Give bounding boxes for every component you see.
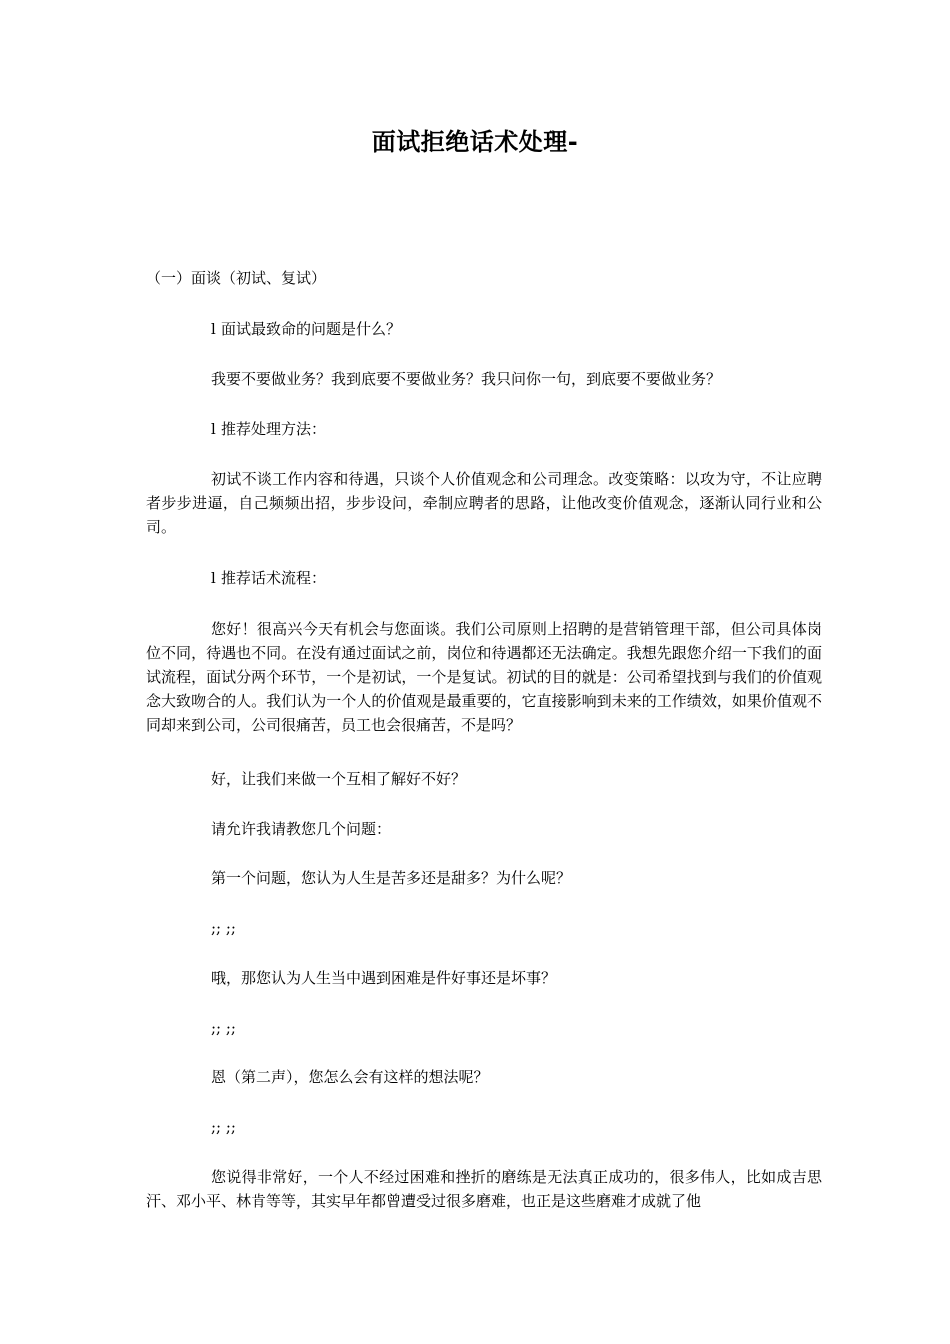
flow-item [211, 566, 826, 590]
dialogue-reply-3: ;; ;; [211, 1118, 236, 1136]
section-heading: （一）面谈（初试、复试） [146, 269, 327, 287]
dialogue-question-3: 恩（第二声），您怎么会有这样的想法呢？ [211, 1068, 489, 1086]
dialogue-question-1: 第一个问题，您认为人生是苦多还是甜多？为什么呢？ [211, 869, 572, 887]
dialogue-reply-2: ;; ;; [211, 1019, 236, 1037]
bullet-marker: l [211, 420, 216, 438]
method-item [211, 417, 826, 441]
dialogue-line-good: 好，让我们来做一个互相了解好不好？ [211, 770, 467, 788]
flow-intro-paragraph: 您好！很高兴今天有机会与您面谈。我们公司原则上招聘的是营销管理干部，但公司具体岗位不同，待遇也不同。在没有通过面试之前，岗位和待遇都还无法确定。我想先跟您介绍一下我们的面试流程，面试分两个环节，一个是初试，一个是复试。初试的目的就是：公司希望找到与我们的价值观念大致吻合的人。我们认为一个人的价值观是最重要的，它直接影响到未来的工作绩效，如果价值观不同却来到公司，公司很痛苦，员工也会很痛苦，不是吗？ [146, 620, 822, 734]
bullet-marker: l [211, 569, 216, 587]
fatal-question-answer: 我要不要做业务？我到底要不要做业务？我只问你一句，到底要不要做业务？ [211, 370, 722, 388]
dialogue-reply-1: ;; ;; [211, 919, 236, 937]
closing-paragraph: 您说得非常好，一个人不经过困难和挫折的磨练是无法真正成功的，很多伟人，比如成吉思汗、邓小平、林肯等等，其实早年都曾遭受过很多磨难，也正是这些磨难才成就了他 [146, 1168, 822, 1210]
fatal-question-text: 面试最致命的问题是什么？ [221, 320, 402, 338]
page-title: 面试拒绝话术处理- [371, 128, 579, 156]
dialogue-line-allow: 请允许我请教您几个问题： [211, 820, 392, 838]
fatal-question-item [211, 317, 826, 341]
method-paragraph: 初试不谈工作内容和待遇，只谈个人价值观念和公司理念。改变策略：以攻为守，不让应聘者步步进逼，自己频频出招，步步设问，牵制应聘者的思路，让他改变价值观念，逐渐认同行业和公司。 [146, 470, 822, 536]
dialogue-question-2: 哦，那您认为人生当中遇到困难是件好事还是坏事？ [211, 969, 557, 987]
method-label: 推荐处理方法： [221, 420, 327, 438]
bullet-marker: l [211, 320, 216, 338]
flow-label: 推荐话术流程： [221, 569, 327, 587]
